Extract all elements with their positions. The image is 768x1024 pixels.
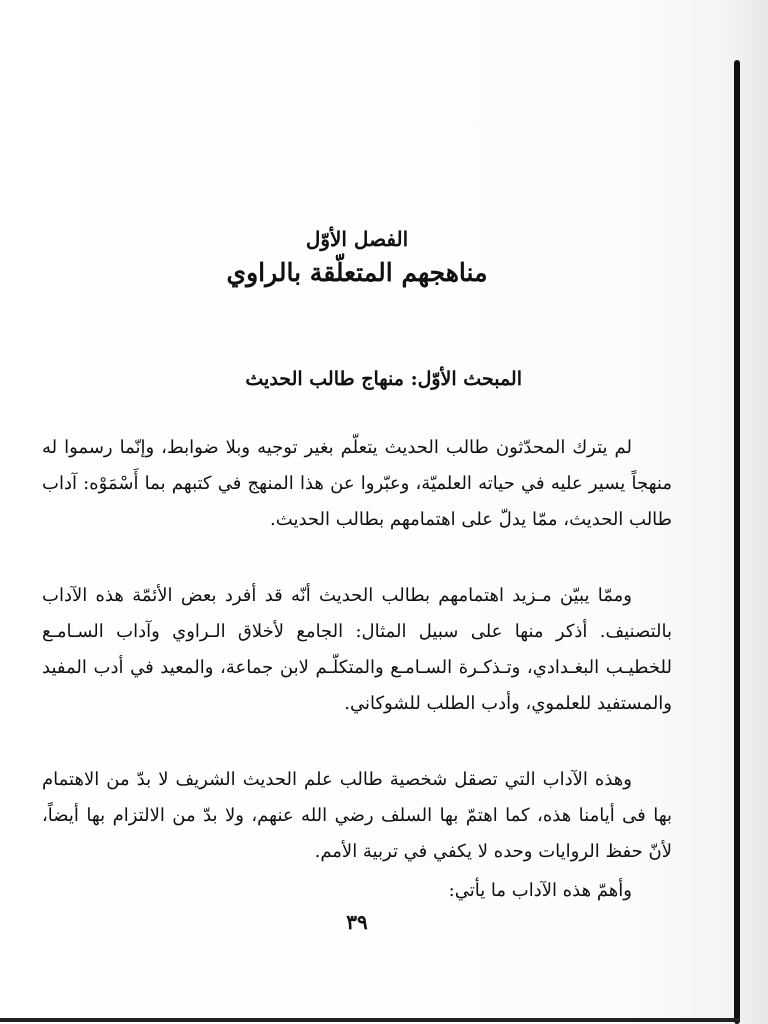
section-heading: المبحث الأوّل: منهاج طالب الحديث [245, 368, 522, 390]
chapter-label: الفصل الأوّل [305, 227, 409, 251]
paragraph-1: لم يترك المحدّثون طالب الحديث يتعلّم بغير توجيه وبلا ضوابط، وإنّما رسموا له منهجاً يسير عليه في حياته العلميّة، وعبّروا عن هذا المنهج في كتبهم بما أَسْمَوْه: آداب طالب الحديث، ممّا يدلّ على اهتمامهم بطالب الحديث. [42, 437, 672, 530]
paragraph-2: وممّا يبيّن مـزيد اهتمامهم بطالب الحديث أنّه قد أفرد بعض الأئمّة هذه الآداب بالتصنيف. أذكر منها على سبيل المثال: الجامع لأخلاق الـراوي وآداب السـامـع للخطيـب البغـدادي، وتـذكـرة السـامـع والمتكلّـم لابن جماعة، والمعيد في أدب المفيد والمستفيد للعلموي، وأدب الطلب للشوكاني. [42, 585, 672, 714]
page-spine-shadow [734, 60, 740, 1024]
page-number: ٣٩ [346, 910, 368, 934]
paragraph-3: وهذه الآداب التي تصقل شخصية طالب علم الحديث الشريف لا بدّ من الاهتمام بها فى أيامنا هذه، كما اهتمّ بها السلف رضي الله عنهم، ولا بدّ من الالتزام بها أيضاً، لأنّ حفظ الروايات وحده لا يكفي في تربية الأمم. [42, 769, 672, 862]
page-content [42, 0, 672, 1024]
paragraph-4: وأهمّ هذه الآداب ما يأتي: [448, 880, 632, 901]
chapter-title: مناهجهم المتعلّقة بالراوي [226, 258, 488, 287]
